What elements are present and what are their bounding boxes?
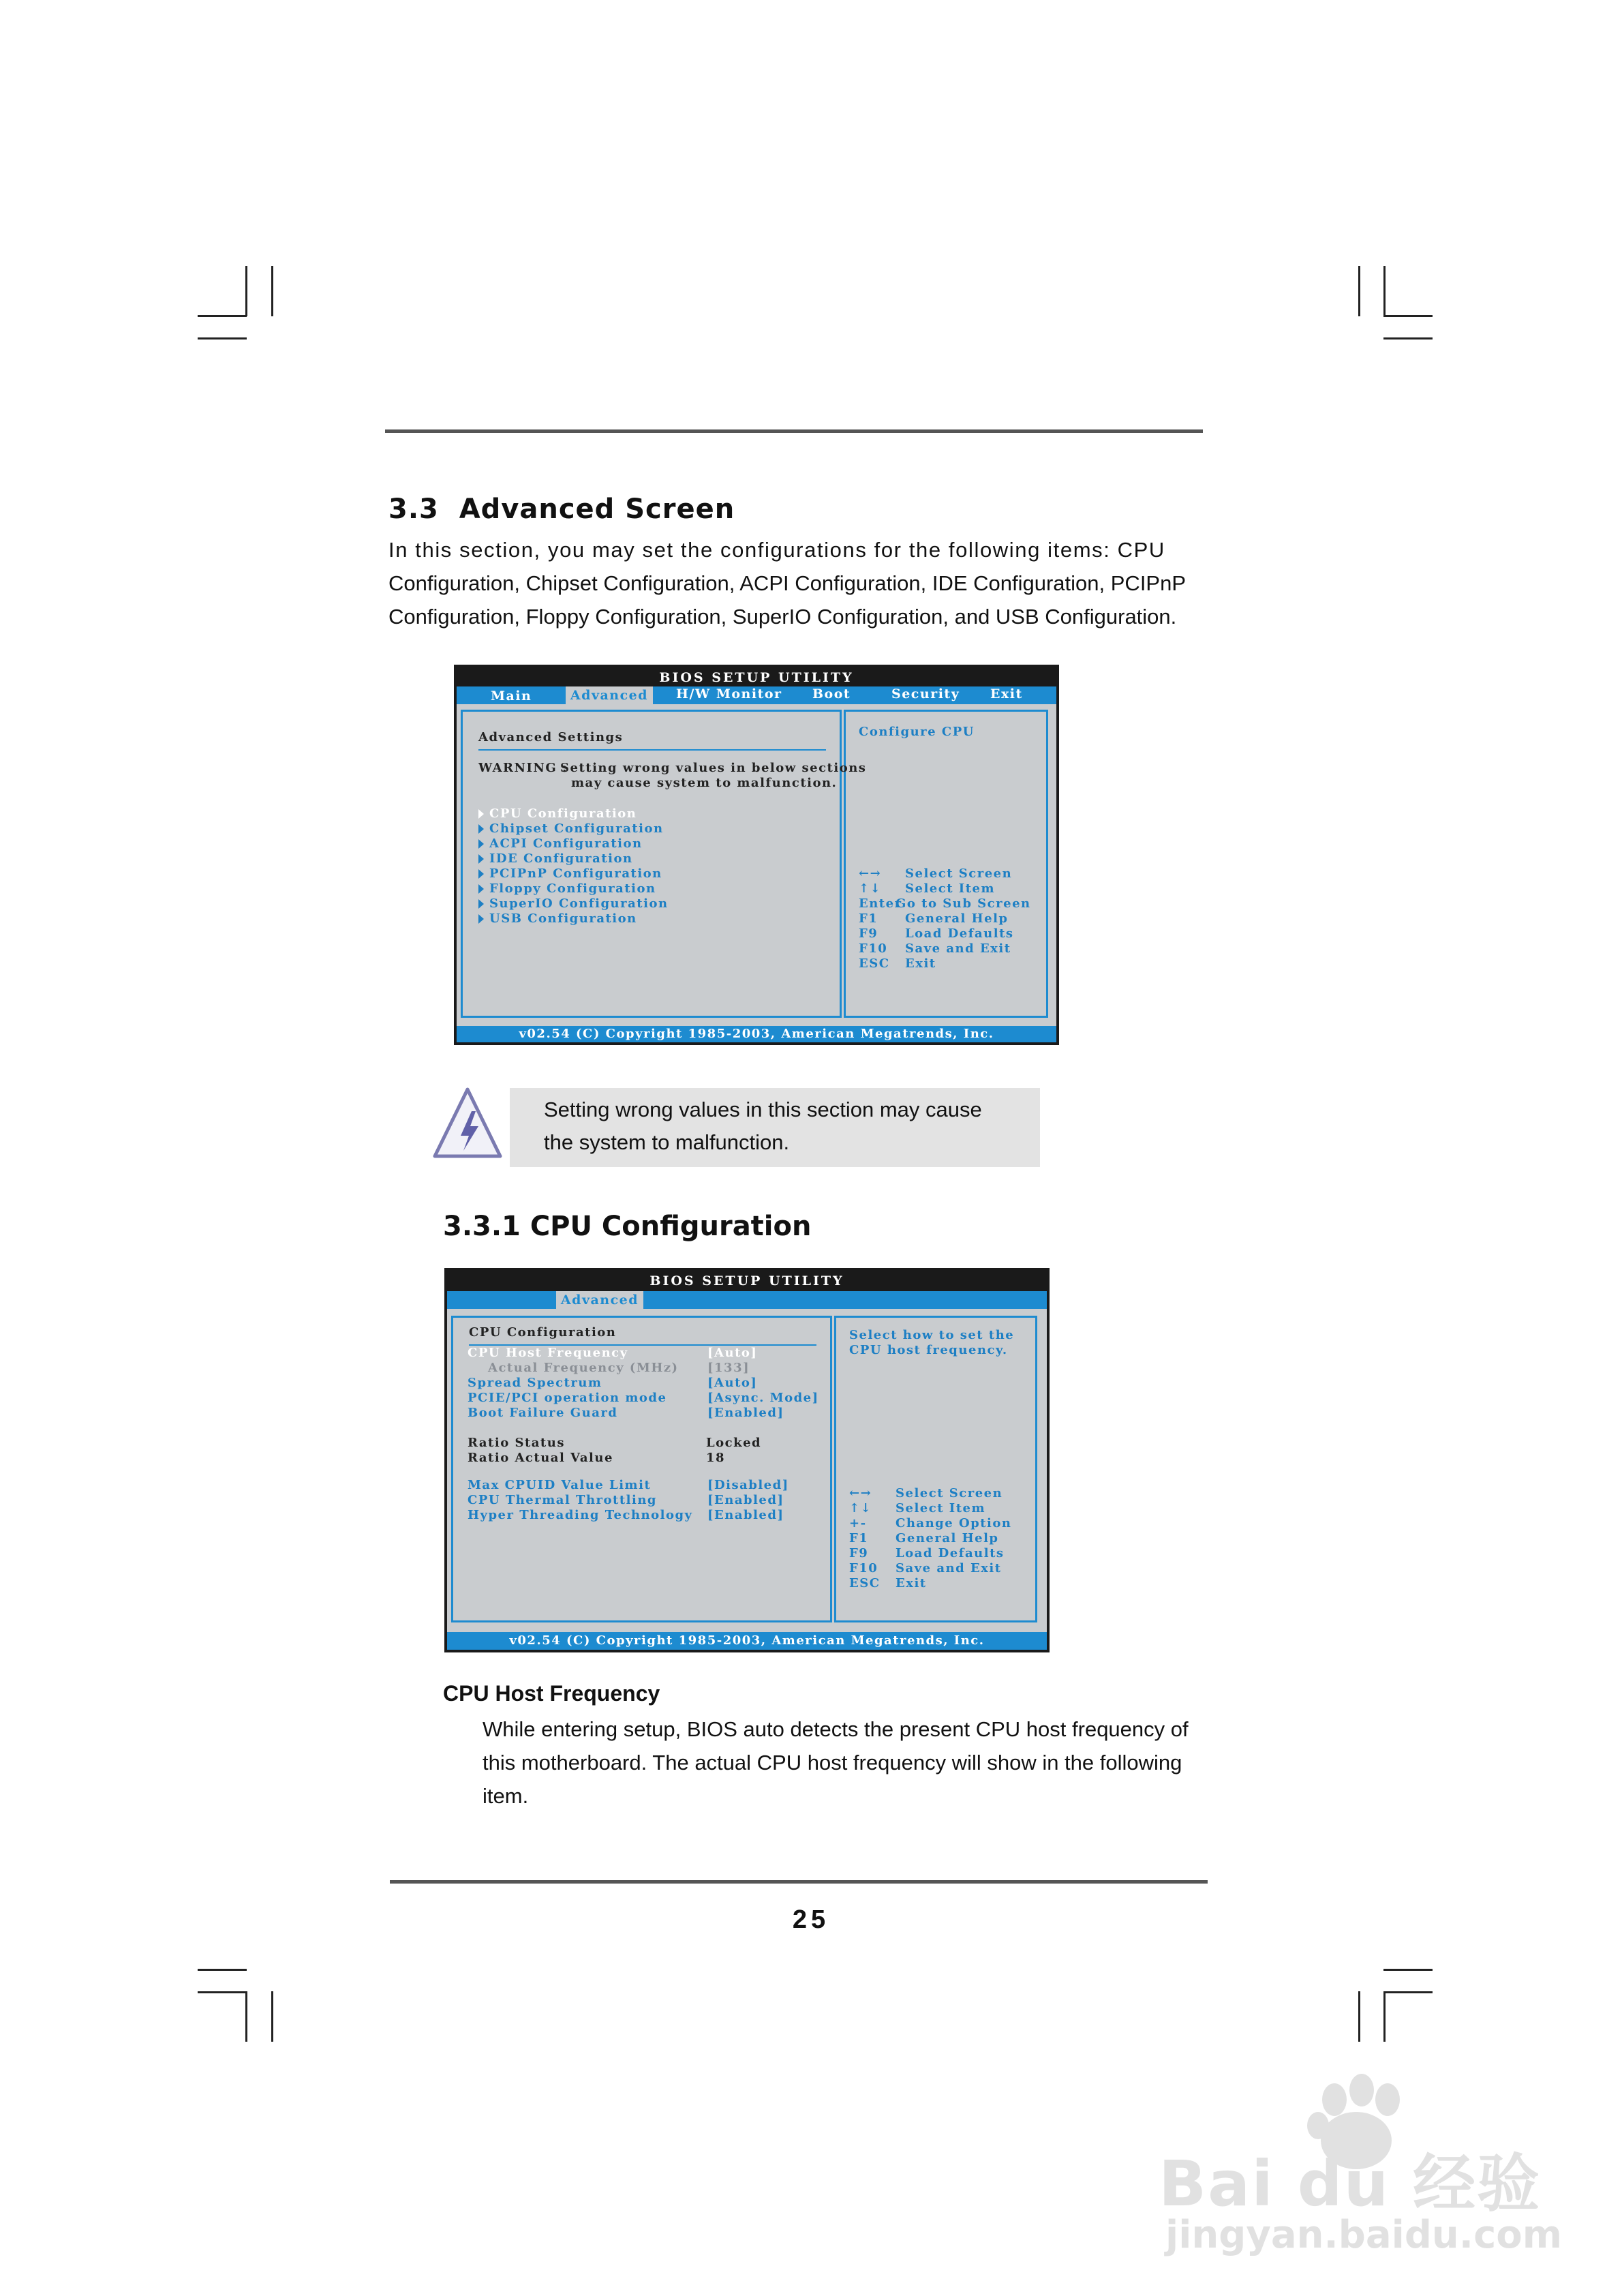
watermark-brand: Bai du 经验 [1159,2147,1542,2220]
watermark-url: jingyan.baidu.com [1165,2213,1563,2257]
key-row: F10 Save and Exit [849,1561,1002,1575]
setting-row-boot-failure-guard[interactable]: Boot Failure Guard [Enabled] [468,1406,784,1420]
arrow-right-icon [478,854,484,864]
setting-row-max-cpuid[interactable]: Max CPUID Value Limit [Disabled] [468,1478,789,1492]
bios-menu-bar [457,686,1056,704]
tab-boot[interactable]: Boot [812,686,851,701]
key-row: ←→ Select Screen [859,866,1013,881]
panel-title: Advanced Settings [478,730,624,744]
key-row: F9 Load Defaults [859,926,1014,941]
section-intro [388,533,1206,633]
menu-item-chipset-configuration[interactable]: Chipset Configuration [478,821,669,836]
arrow-right-icon [478,839,484,849]
key-legend [849,1486,1011,1591]
key-row: ↑↓ Select Item [849,1501,986,1515]
key-row: ↑↓ Select Item [859,881,996,896]
warning-note-line-1: Setting wrong values in this section may cause [544,1098,982,1121]
menu-item-floppy-configuration[interactable]: Floppy Configuration [478,881,669,896]
intro-line-3: Configuration, Floppy Configuration, SuperIO Configuration, and USB Configuration. [388,605,1177,629]
menu-item-ide-configuration[interactable]: IDE Configuration [478,851,669,866]
arrow-right-icon [478,914,484,924]
tab-advanced[interactable]: Advanced [556,1291,643,1309]
advanced-menu-list [478,806,669,926]
warning-icon [429,1084,506,1164]
panel-title: CPU Configuration [469,1325,617,1340]
menu-item-acpi-configuration[interactable]: ACPI Configuration [478,836,669,851]
tab-security[interactable]: Security [891,686,960,701]
bios-cpu-configuration-screenshot [444,1268,1050,1652]
status-row-ratio-status: Ratio Status Locked [468,1436,762,1450]
bios-title: BIOS SETUP UTILITY [649,1273,844,1288]
menu-item-cpu-configuration[interactable]: CPU Configuration [478,806,669,821]
key-row: F9 Load Defaults [849,1546,1005,1560]
help-text: Configure CPU [859,725,975,739]
subsection-heading: 3.3.1 CPU Configuration [443,1211,812,1242]
setting-row-spread-spectrum[interactable]: Spread Spectrum [Auto] [468,1376,758,1390]
arrow-right-icon [478,809,484,819]
warning-note [510,1088,1040,1167]
arrow-right-icon [478,869,484,879]
warning-line-1: Setting wrong values in below sections [560,761,867,775]
page-number: 25 [792,1905,830,1934]
arrow-right-icon [478,824,484,834]
key-row: F10 Save and Exit [859,941,1011,956]
warning-line-2: may cause system to malfunction. [571,776,838,790]
status-list [468,1436,761,1466]
description-line-2: this motherboard. The actual CPU host frequency will show in the following [483,1751,1182,1774]
bios-title: BIOS SETUP UTILITY [659,670,854,685]
key-row: +- Change Option [849,1516,1012,1530]
intro-line-1: In this section, you may set the configurations for the following items: CPU [388,538,1165,562]
section-heading: 3.3 Advanced Screen [388,494,735,525]
bios-panel [447,1309,1047,1632]
help-text: Select how to set the CPU host frequency. [849,1328,1015,1357]
tab-advanced[interactable]: Advanced [566,686,653,704]
setting-row-pcie-pci-mode[interactable]: PCIE/PCI operation mode [Async. Mode] [468,1391,819,1405]
setting-row-cpu-host-frequency[interactable]: CPU Host Frequency [Auto] [468,1346,758,1360]
setting-row-actual-frequency: Actual Frequency (MHz) [133] [488,1361,750,1375]
intro-line-2: Configuration, Chipset Configuration, ACPI Configuration, IDE Configuration, PCIPnP [388,571,1187,595]
tab-exit[interactable]: Exit [990,686,1023,701]
description-line-1: While entering setup, BIOS auto detects the present CPU host frequency of [483,1717,1189,1741]
setting-row-cpu-thermal-throttling[interactable]: CPU Thermal Throttling [Enabled] [468,1493,784,1507]
settings-list [468,1346,819,1421]
description-line-3: item. [483,1784,529,1808]
tab-main[interactable]: Main [491,689,532,704]
bottom-rule [390,1880,1208,1884]
menu-item-superio-configuration[interactable]: SuperIO Configuration [478,896,669,911]
settings-list-2 [468,1478,789,1523]
warning-note-line-2: the system to malfunction. [544,1130,790,1154]
key-row: EnterGo to Sub Screen [859,896,1031,911]
key-row: ESC Exit [849,1576,927,1590]
key-row: ←→ Select Screen [849,1486,1003,1500]
tab-hw-monitor[interactable]: H/W Monitor [676,686,782,701]
bios-advanced-screenshot [454,665,1059,1045]
menu-item-pcipnp-configuration[interactable]: PCIPnP Configuration [478,866,669,881]
cpu-host-frequency-description [483,1712,1206,1813]
bios-footer: v02.54 (C) Copyright 1985-2003, American Megatrends, Inc. [447,1632,1047,1650]
arrow-right-icon [478,884,484,894]
status-row-ratio-actual-value: Ratio Actual Value 18 [468,1451,726,1465]
bios-footer: v02.54 (C) Copyright 1985-2003, American Megatrends, Inc. [457,1026,1056,1042]
baidu-watermark [1152,2072,1588,2277]
key-row: F1 General Help [859,911,1009,926]
arrow-right-icon [478,899,484,909]
top-rule [385,429,1203,433]
cpu-host-frequency-heading: CPU Host Frequency [443,1681,660,1706]
bios-menu-bar [447,1291,1047,1309]
key-legend [859,866,1031,971]
setting-row-hyper-threading[interactable]: Hyper Threading Technology [Enabled] [468,1508,784,1522]
key-row: ESC Exit [859,956,936,971]
warning-label: WARNING : [478,761,568,775]
menu-item-usb-configuration[interactable]: USB Configuration [478,911,669,926]
bios-panel [457,704,1056,1026]
key-row: F1 General Help [849,1531,999,1545]
